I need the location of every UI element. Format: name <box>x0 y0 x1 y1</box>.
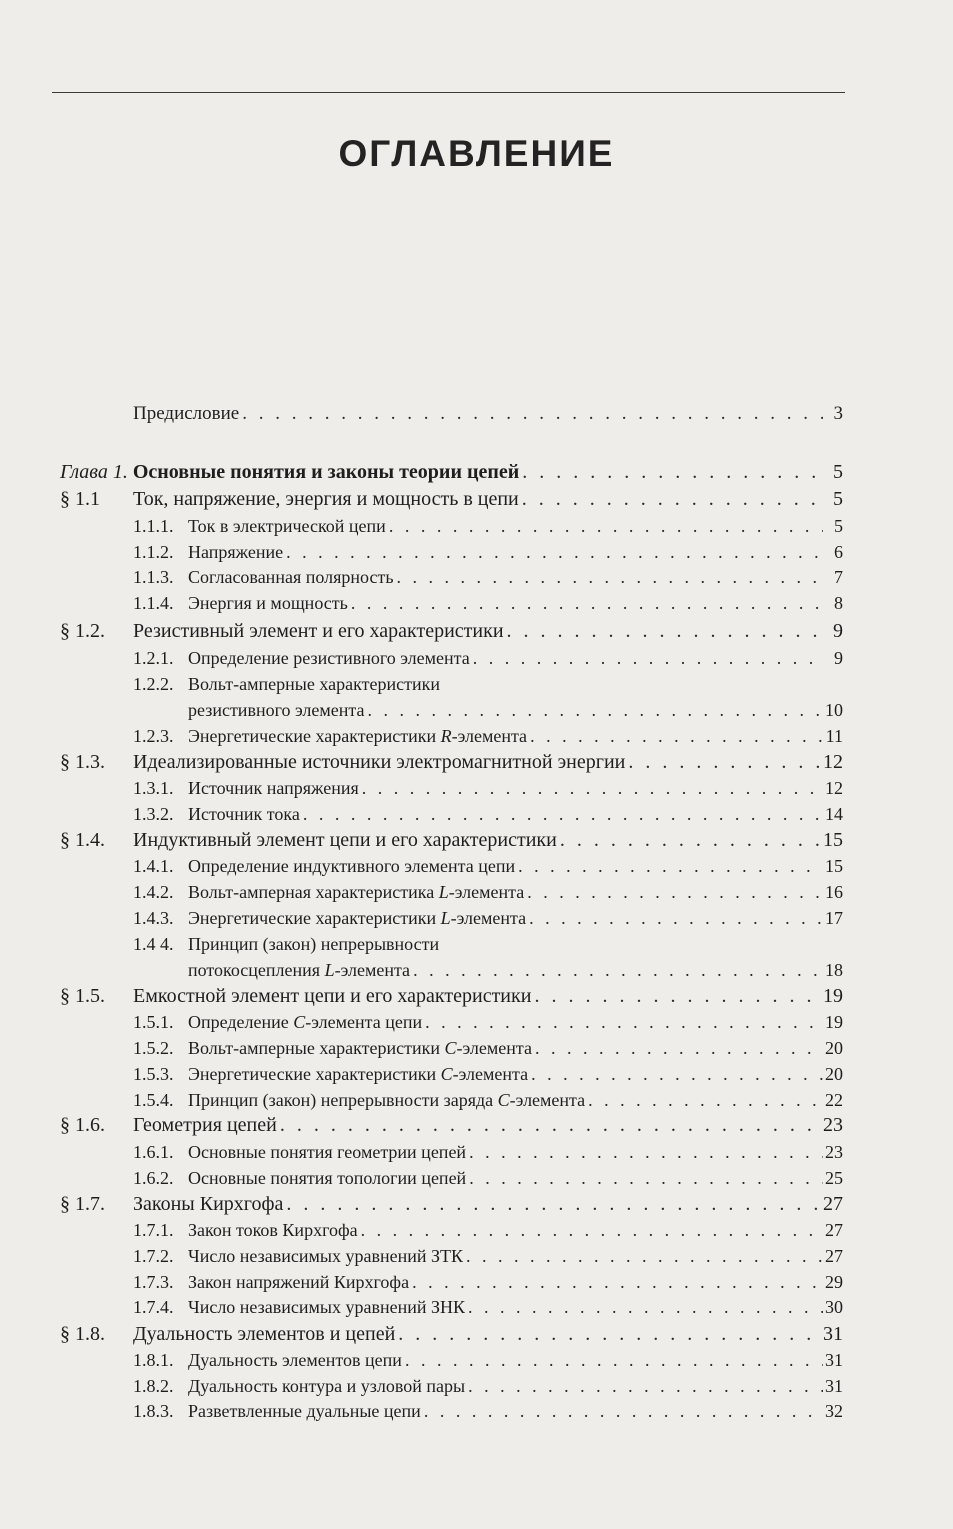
toc-entry-title: Согласованная полярность <box>188 567 394 587</box>
toc-entry-number: 1.8.2. <box>133 1376 174 1396</box>
toc-entry <box>188 1269 823 1295</box>
toc-subsection[interactable] <box>0 879 953 905</box>
leader-dots <box>535 1035 823 1061</box>
toc-entry-number: § 1.4. <box>60 829 105 851</box>
toc-entry <box>188 1217 823 1243</box>
leader-dots <box>362 775 823 801</box>
toc-preface[interactable] <box>0 401 953 427</box>
toc-chapter[interactable] <box>0 459 953 485</box>
toc-page-number: 23 <box>825 1142 843 1162</box>
toc-entry <box>188 645 823 671</box>
toc-entry-number: 1.4.3. <box>133 908 174 928</box>
toc-page-number: 17 <box>825 908 843 928</box>
toc-entry <box>188 1398 823 1424</box>
toc-page-number: 9 <box>833 620 843 642</box>
toc-subsection[interactable] <box>0 1139 953 1165</box>
chapter-title: Основные понятия и законы теории цепей <box>132 461 520 483</box>
toc-entry <box>188 671 823 697</box>
toc-subsection[interactable] <box>0 1373 953 1399</box>
toc-entry-title: Вольт-амперные характеристики <box>188 674 440 694</box>
toc-entry-title: Энергетические характеристики C-элемента <box>188 1064 529 1084</box>
toc-entry <box>188 513 823 539</box>
toc-page-number: 25 <box>825 1168 843 1188</box>
leader-dots <box>531 1061 823 1087</box>
toc-entry-number: 1.3.1. <box>133 778 174 798</box>
page-title: ОГЛАВЛЕНИЕ <box>338 133 615 174</box>
toc-entry-number: 1.6.1. <box>133 1142 174 1162</box>
toc-section[interactable] <box>0 1321 953 1347</box>
toc-page-number: 27 <box>825 1246 843 1266</box>
toc-subsection[interactable] <box>0 723 953 749</box>
toc-entry-title: Индуктивный элемент цепи и его характеристики <box>133 829 557 851</box>
toc-entry <box>133 618 823 644</box>
leader-dots <box>466 1243 823 1269</box>
toc-subsection[interactable] <box>0 905 953 931</box>
toc-entry-number: 1.2.1. <box>133 648 174 668</box>
toc-entry-title: Разветвленные дуальные цепи <box>188 1401 421 1421</box>
toc-page-number: 9 <box>834 648 843 668</box>
leader-dots <box>398 1321 823 1347</box>
toc-entry-symbol: C <box>440 1064 453 1084</box>
toc-entry-title: Энергетические характеристики L-элемента <box>188 908 527 928</box>
toc-subsection[interactable] <box>0 513 953 539</box>
toc-subsection[interactable] <box>0 801 953 827</box>
toc-entry-title: Законы Кирхгофа <box>133 1193 284 1215</box>
toc-entry-title: Дуальность элементов цепи <box>188 1350 402 1370</box>
toc-entry <box>188 801 823 827</box>
toc-entry-title: Вольт-амперные характеристики C-элемента <box>188 1038 532 1058</box>
leader-dots <box>280 1112 823 1138</box>
toc-entry <box>188 775 823 801</box>
leader-dots <box>522 486 823 512</box>
leader-dots <box>405 1347 823 1373</box>
toc-subsection[interactable] <box>0 775 953 801</box>
toc-entry-symbol: L <box>438 882 449 902</box>
toc-page-number: 5 <box>834 516 843 536</box>
leader-dots <box>473 645 823 671</box>
toc-entry-number: 1.2.3. <box>133 726 174 746</box>
leader-dots <box>413 957 823 983</box>
toc-page-number: 12 <box>823 751 843 773</box>
toc-entry <box>188 723 823 749</box>
leader-dots <box>286 1191 823 1217</box>
toc-entry-symbol: L <box>324 960 335 980</box>
leader-dots <box>361 1217 823 1243</box>
toc-entry-title: Основные понятия геометрии цепей <box>188 1142 467 1162</box>
toc-page-number: 15 <box>823 829 843 851</box>
toc-entry-title: Источник напряжения <box>188 778 359 798</box>
toc-entry-title: Определение резистивного элемента <box>188 648 470 668</box>
leader-dots <box>588 1087 823 1113</box>
leader-dots <box>389 513 823 539</box>
toc-page-number: 29 <box>825 1272 843 1292</box>
toc-entry-title: Емкостной элемент цепи и его характеристики <box>133 985 532 1007</box>
toc-page-number: 3 <box>833 403 843 424</box>
toc-page-number: 31 <box>823 1323 843 1345</box>
toc-entry-number: 1.7.2. <box>133 1246 174 1266</box>
toc-section[interactable] <box>0 1191 953 1217</box>
leader-dots <box>367 697 823 723</box>
toc-entry-title: Энергетические характеристики R-элемента <box>188 726 528 746</box>
toc-section[interactable] <box>0 827 953 853</box>
toc-page-number: 30 <box>825 1297 843 1317</box>
toc-entry-title: Вольт-амперная характеристика L-элемента <box>188 882 525 902</box>
toc-entry <box>188 1139 823 1165</box>
toc-subsection[interactable] <box>0 1035 953 1061</box>
toc-section[interactable] <box>0 1112 953 1138</box>
toc-entry <box>188 1009 823 1035</box>
toc-entry-number: § 1.6. <box>60 1114 105 1136</box>
toc-entry-title: Принцип (закон) непрерывности <box>188 934 440 954</box>
toc-subsection[interactable] <box>0 539 953 565</box>
toc-entry-number: 1.5.2. <box>133 1038 174 1058</box>
toc-page-number: 19 <box>823 985 843 1007</box>
toc-entry-number: 1.6.2. <box>133 1168 174 1188</box>
toc-entry <box>188 1373 823 1399</box>
toc-entry-number: 1.1.3. <box>133 567 174 587</box>
leader-dots <box>628 749 823 775</box>
toc-entry-number: 1.7.4. <box>133 1297 174 1317</box>
toc-page-number: 12 <box>825 778 843 798</box>
toc-page-number: 15 <box>825 856 843 876</box>
toc-entry-title: Число независимых уравнений ЗНК <box>188 1297 466 1317</box>
toc-entry <box>133 1112 823 1138</box>
toc-page-number: 11 <box>825 726 843 746</box>
toc-entry-number: 1.4.2. <box>133 882 174 902</box>
toc-entry <box>133 486 823 512</box>
toc-subsection[interactable] <box>0 1398 953 1424</box>
leader-dots <box>397 564 823 590</box>
toc-section[interactable] <box>0 749 953 775</box>
toc-entry-number: § 1.7. <box>60 1193 105 1215</box>
leader-dots <box>303 801 823 827</box>
toc-entry-title: Дуальность элементов и цепей <box>133 1323 396 1345</box>
toc-page-number: 7 <box>834 567 843 587</box>
toc-entry-number: 1.7.1. <box>133 1220 174 1240</box>
toc-entry <box>133 983 823 1009</box>
toc-entry <box>188 853 823 879</box>
leader-dots <box>468 1373 823 1399</box>
toc-page-number: 27 <box>825 1220 843 1240</box>
toc-page-number: 19 <box>825 1012 843 1032</box>
toc-page-number: 8 <box>834 593 843 613</box>
toc-subsection-continuation[interactable] <box>0 697 953 723</box>
toc-entry-title: Определение индуктивного элемента цепи <box>188 856 516 876</box>
toc-entry-title: Число независимых уравнений ЗТК <box>188 1246 464 1266</box>
toc-entry-title: Источник тока <box>188 804 300 824</box>
toc-subsection[interactable] <box>0 564 953 590</box>
toc-page-number: 18 <box>825 960 843 980</box>
toc-entry <box>188 1347 823 1373</box>
toc-entry-title: Резистивный элемент и его характеристики <box>133 620 504 642</box>
toc-entry <box>188 957 823 983</box>
toc-subsection[interactable] <box>0 1009 953 1035</box>
toc-entry-number: § 1.3. <box>60 751 105 773</box>
leader-dots <box>518 853 823 879</box>
toc-entry <box>188 1243 823 1269</box>
leader-dots <box>530 723 823 749</box>
toc-section[interactable] <box>0 486 953 512</box>
toc-subsection[interactable] <box>0 590 953 616</box>
toc-page-number: 10 <box>825 700 843 720</box>
toc-subsection[interactable] <box>0 1087 953 1113</box>
toc-subsection-continuation[interactable] <box>0 957 953 983</box>
toc-subsection[interactable] <box>0 1347 953 1373</box>
toc-subsection[interactable] <box>0 671 953 697</box>
leader-dots <box>242 401 823 427</box>
chapter-prefix: Глава 1. <box>60 461 128 483</box>
toc-entry-title: Энергия и мощность <box>188 593 348 613</box>
toc-page-number: 27 <box>823 1193 843 1215</box>
leader-dots <box>424 1398 823 1424</box>
leader-dots <box>529 905 823 931</box>
toc-subsection[interactable] <box>0 1217 953 1243</box>
toc-page-number: 32 <box>825 1401 843 1421</box>
toc-entry <box>188 590 823 616</box>
toc-page-number: 20 <box>825 1064 843 1084</box>
toc-page-number: 5 <box>833 461 843 483</box>
toc-entry <box>188 697 823 723</box>
leader-dots <box>412 1269 823 1295</box>
toc-page-number: 14 <box>825 804 843 824</box>
toc-entry <box>188 931 823 957</box>
toc-page-number: 20 <box>825 1038 843 1058</box>
toc-page-number: 22 <box>825 1090 843 1110</box>
toc-entry-symbol: L <box>440 908 451 928</box>
toc-subsection[interactable] <box>0 1294 953 1320</box>
toc-entry <box>188 1087 823 1113</box>
toc-entry <box>188 1165 823 1191</box>
toc-entry-title: Основные понятия топологии цепей <box>188 1168 467 1188</box>
leader-dots <box>560 827 823 853</box>
toc-entry-number: 1.8.1. <box>133 1350 174 1370</box>
toc-entry <box>133 1321 823 1347</box>
toc-section[interactable] <box>0 983 953 1009</box>
toc-entry-symbol: C <box>497 1090 510 1110</box>
toc-entry-title: Закон токов Кирхгофа <box>188 1220 358 1240</box>
toc-entry-symbol: C <box>444 1038 457 1058</box>
toc-entry-title: Ток, напряжение, энергия и мощность в цепи <box>133 488 519 510</box>
toc-entry-title: Ток в электрической цепи <box>188 516 386 536</box>
toc-entry-title: резистивного элемента <box>188 700 365 720</box>
leader-dots <box>522 459 823 485</box>
toc-section[interactable] <box>0 618 953 644</box>
toc-entry-title: Закон напряжений Кирхгофа <box>188 1272 410 1292</box>
toc-subsection[interactable] <box>0 1269 953 1295</box>
toc-subsection[interactable] <box>0 853 953 879</box>
toc-entry <box>188 1294 823 1320</box>
toc-entry-number: § 1.5. <box>60 985 105 1007</box>
toc-entry-title: Определение C-элемента цепи <box>188 1012 423 1032</box>
toc-entry-title: Геометрия цепей <box>133 1114 277 1136</box>
toc-entry-number: 1.4 4. <box>133 934 174 954</box>
toc-entry-number: 1.1.2. <box>133 542 174 562</box>
toc-page-number: 5 <box>833 488 843 510</box>
toc-entry <box>133 1191 823 1217</box>
toc-entry <box>133 827 823 853</box>
toc-entry-number: 1.5.4. <box>133 1090 174 1110</box>
toc-page-number: 6 <box>834 542 843 562</box>
toc-entry-number: 1.1.4. <box>133 593 174 613</box>
toc-subsection[interactable] <box>0 645 953 671</box>
toc-entry-title: Принцип (закон) непрерывности заряда C-элемента <box>188 1090 586 1110</box>
toc-entry-symbol: C <box>293 1012 306 1032</box>
toc-entry <box>188 1061 823 1087</box>
toc-preface-label: Предисловие <box>133 403 240 424</box>
leader-dots <box>507 618 823 644</box>
toc-entry-number: 1.2.2. <box>133 674 174 694</box>
toc-entry <box>188 905 823 931</box>
leader-dots <box>286 539 823 565</box>
toc-entry-title: Дуальность контура и узловой пары <box>188 1376 466 1396</box>
toc-subsection[interactable] <box>0 1165 953 1191</box>
toc-entry <box>133 749 823 775</box>
leader-dots <box>468 1294 823 1320</box>
toc-subsection[interactable] <box>0 931 953 957</box>
toc-entry <box>188 539 823 565</box>
toc-subsection[interactable] <box>0 1243 953 1269</box>
toc-page-number: 31 <box>825 1376 843 1396</box>
toc-page-number: 23 <box>823 1114 843 1136</box>
toc-entry-number: § 1.1 <box>60 488 100 510</box>
toc-page-number: 16 <box>825 882 843 902</box>
toc-entry-number: 1.5.3. <box>133 1064 174 1084</box>
toc-entry-title: потокосцепления L-элемента <box>188 960 411 980</box>
toc-entry-symbol: R <box>440 726 452 746</box>
leader-dots <box>534 983 823 1009</box>
toc-entry-number: § 1.2. <box>60 620 105 642</box>
toc-entry-number: § 1.8. <box>60 1323 105 1345</box>
leader-dots <box>351 590 823 616</box>
leader-dots <box>527 879 823 905</box>
toc-entry <box>188 564 823 590</box>
toc-entry-number: 1.1.1. <box>133 516 174 536</box>
toc-entry-number: 1.4.1. <box>133 856 174 876</box>
toc-entry-title: Напряжение <box>188 542 284 562</box>
toc-entry-number: 1.5.1. <box>133 1012 174 1032</box>
toc-entry-title: Идеализированные источники электромагнитной энергии <box>133 751 626 773</box>
toc-entry-number: 1.8.3. <box>133 1401 174 1421</box>
leader-dots <box>469 1165 823 1191</box>
leader-dots <box>469 1139 823 1165</box>
toc-subsection[interactable] <box>0 1061 953 1087</box>
toc-entry <box>188 1035 823 1061</box>
toc-entry-number: 1.7.3. <box>133 1272 174 1292</box>
toc-page-number: 31 <box>825 1350 843 1370</box>
toc-entry-number: 1.3.2. <box>133 804 174 824</box>
leader-dots <box>425 1009 823 1035</box>
toc-entry <box>188 879 823 905</box>
